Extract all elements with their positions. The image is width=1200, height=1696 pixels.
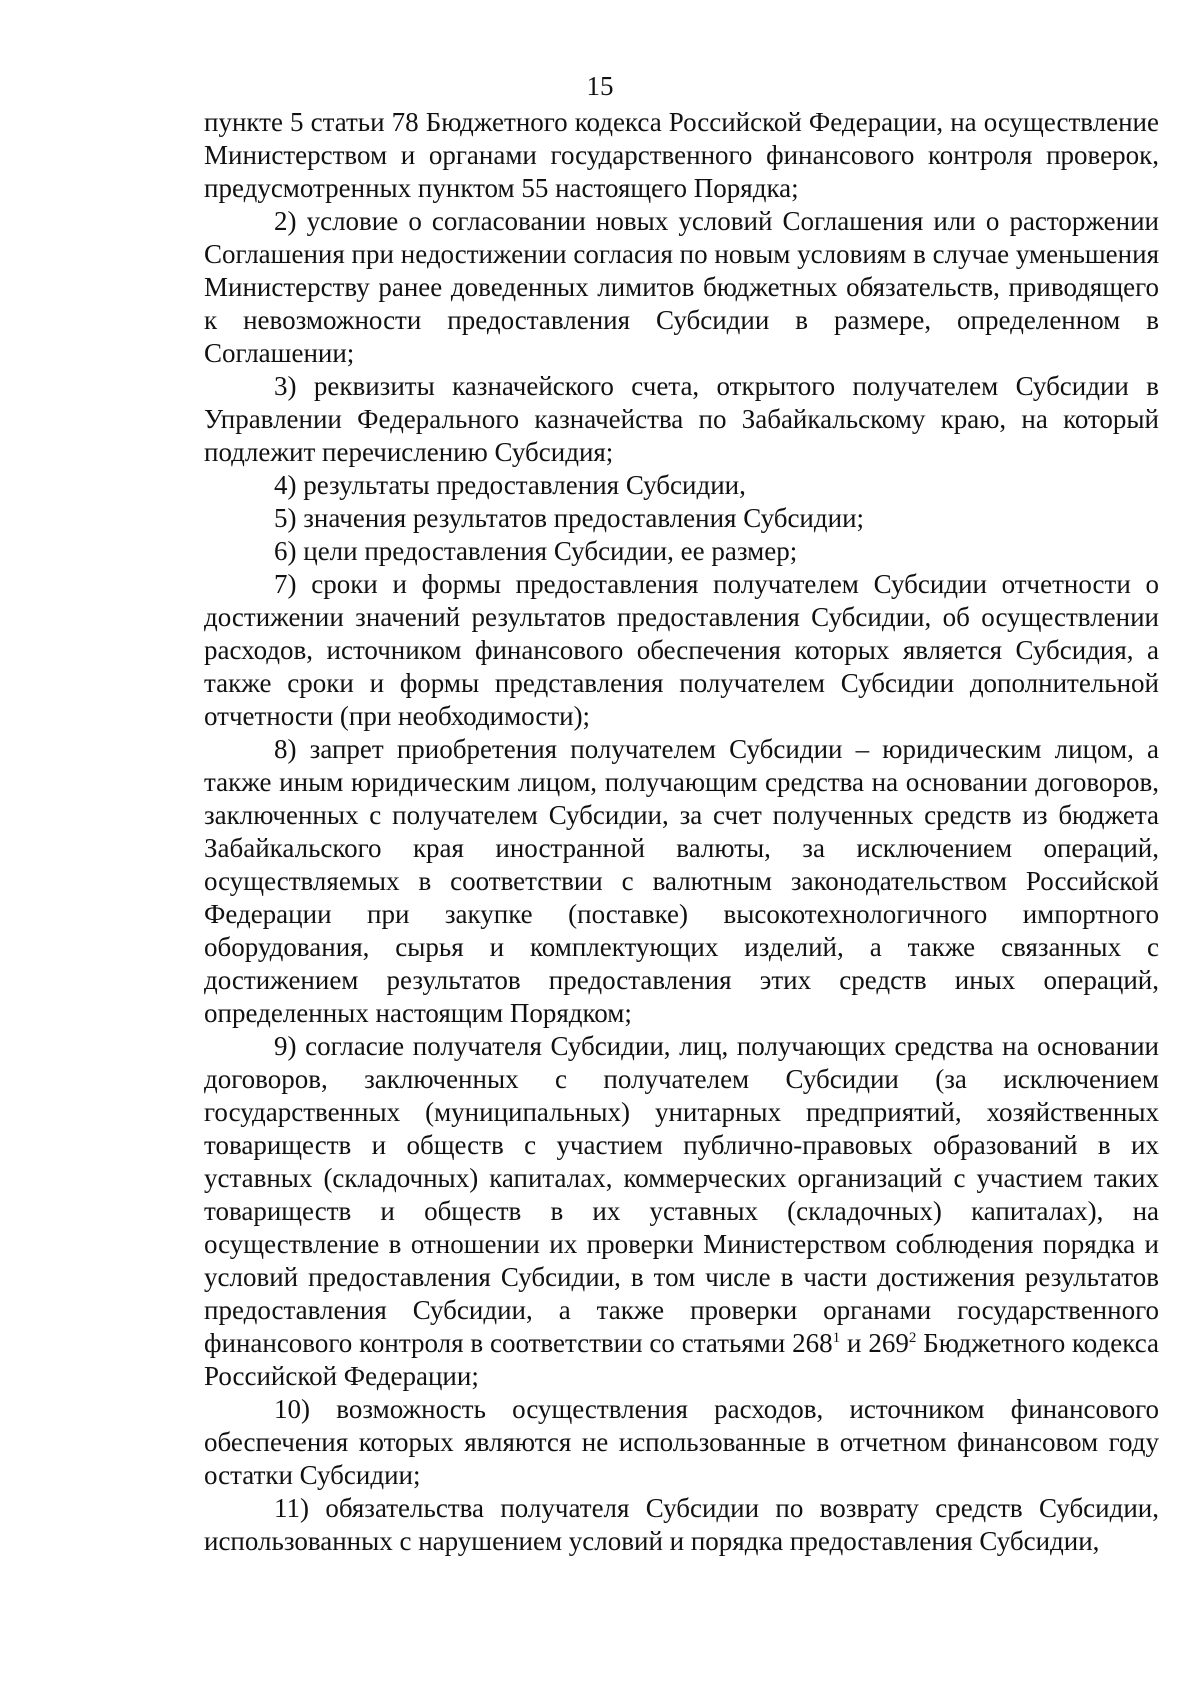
paragraph-item-9-text: 9) согласие получателя Субсидии, лиц, получающих средства на основании договоров, заключенных с получателем Субсидии (за исключением государственных (муниципальных) унитарных предприятий, хозяйственных товариществ и обществ с участием публично-правовых образований в их уставных (складочных) капиталах, коммерческих организаций с участием таких товариществ и обществ в их уставных (складочных) капиталах), на осуществление в отношении их проверки Министерством соблюдения порядка и условий предоставления Субсидии, в том числе в части достижения результатов предоставления Субсидии, а также проверки органами государственного финансового контроля в соответствии со статьями 268 [204,1031,1159,1358]
page-number: 15 [586,71,614,101]
superscript-1: 1 [832,1330,841,1346]
paragraph-item-4: 4) результаты предоставления Субсидии, [274,470,746,500]
paragraph-item-6: 6) цели предоставления Субсидии, ее размер; [274,536,798,566]
paragraph-item-3: 3) реквизиты казначейского счета, открытого получателем Субсидии в Управлении Федерального казначейства по Забайкальскому краю, на который подлежит перечислению Субсидия; [204,371,1159,467]
paragraph-item-10: 10) возможность осуществления расходов, источником финансового обеспечения которых являются не использованные в отчетном финансовом году остатки Субсидии; [204,1394,1159,1490]
paragraph-item-8: 8) запрет приобретения получателем Субсидии – юридическим лицом, а также иным юридическим лицом, получающим средства на основании договоров, заключенных с получателем Субсидии, за счет полученных средств из бюджета Забайкальского края иностранной валюты, за исключением операций, осуществляемых в соответствии с валютным законодательством Российской Федерации при закупке (поставке) высокотехнологичного импортного оборудования, сырья и комплектующих изделий, а также связанных с достижением результатов предоставления этих средств иных операций, определенных настоящим Порядком; [204,734,1159,1028]
paragraph-item-9 [204,1030,1159,1393]
paragraph-item-7: 7) сроки и формы предоставления получателем Субсидии отчетности о достижении значений результатов предоставления Субсидии, об осуществлении расходов, источником финансового обеспечения которых является Субсидия, а также сроки и формы представления получателем Субсидии дополнительной отчетности (при необходимости); [204,569,1159,731]
paragraph-item-2: 2) условие о согласовании новых условий Соглашения или о расторжении Соглашения при недостижении согласия по новым условиям в случае уменьшения Министерству ранее доведенных лимитов бюджетных обязательств, приводящего к невозможности предоставления Субсидии в размере, определенном в Соглашении; [204,206,1159,368]
paragraph-item-9-text-continued: и 269 [840,1328,909,1358]
paragraph-continuation: пункте 5 статьи 78 Бюджетного кодекса Российской Федерации, на осуществление Министерством и органами государственного финансового контроля проверок, предусмотренных пунктом 55 настоящего Порядка; [204,107,1159,203]
document-body [204,106,1159,1558]
paragraph-item-11: 11) обязательства получателя Субсидии по возврату средств Субсидии, использованных с нарушением условий и порядка предоставления Субсидии, [204,1493,1159,1556]
paragraph-item-5: 5) значения результатов предоставления Субсидии; [274,503,865,533]
paragraph-item-9-text-end: Бюджетного кодекса Российской Федерации; [204,1328,1159,1391]
superscript-2: 2 [908,1330,917,1346]
